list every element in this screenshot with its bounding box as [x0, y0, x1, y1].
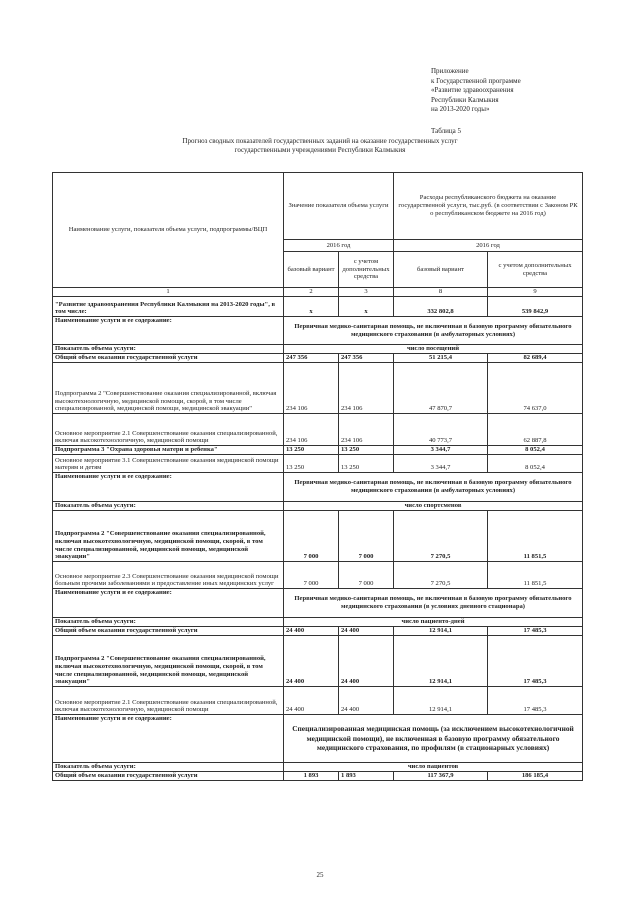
- row-value: 7 270,5: [394, 562, 488, 589]
- row-name: Подпрограмма 3 "Охрана здоровья матери и ребенка": [53, 446, 284, 455]
- appendix-line: «Развитие здравоохранения: [431, 86, 514, 95]
- indicator-label: Показатель объема услуги:: [53, 618, 284, 627]
- table-row: [53, 772, 583, 781]
- row-value: 234 106: [339, 363, 394, 414]
- row-value: 7 000: [284, 511, 339, 562]
- indicator-row: [53, 763, 583, 772]
- row-value: 12 914,1: [394, 627, 488, 636]
- row-value: 24 400: [339, 687, 394, 715]
- row-name: Основное мероприятие 2.1 Совершенствование оказания специализированной, включая высокотехнологичную, медицинской помощи: [53, 414, 284, 446]
- row-value: 3 344,7: [394, 446, 488, 455]
- row-name: Общий объем оказания государственной услуги: [53, 354, 284, 363]
- row-value: 247 356: [339, 354, 394, 363]
- column-number: 1: [53, 288, 284, 297]
- row-value: 11 851,5: [488, 511, 583, 562]
- row-value: 17 485,3: [488, 636, 583, 687]
- row-value: 332 802,8: [394, 297, 488, 317]
- title-line: государственными учреждениями Республики Калмыкия: [234, 146, 406, 154]
- table-number: Таблица 5: [431, 127, 461, 135]
- page-number: 25: [316, 871, 324, 879]
- column-number: 8: [394, 288, 488, 297]
- row-value: 186 185,4: [488, 772, 583, 781]
- row-value: 17 485,3: [488, 687, 583, 715]
- table-row: [53, 627, 583, 636]
- table-row: [53, 297, 583, 317]
- row-value: 7 270,5: [394, 511, 488, 562]
- service-label: Наименование услуги и ее содержание:: [53, 715, 284, 763]
- row-value: 47 870,7: [394, 363, 488, 414]
- indicator-value: число пациентов: [284, 763, 583, 772]
- row-name: Подпрограмма 2 "Совершенствование оказания специализированной, включая высокотехнологичную, медицинской помощи, скорой, в том числе специализированной, медицинской помощи, медицинской эвакуации": [53, 636, 284, 687]
- row-value: 24 400: [339, 627, 394, 636]
- service-description: Первичная медико-санитарная помощь, не включенная в базовую программу обязательного медицинского страхования (в условиях дневного стационара): [284, 589, 583, 618]
- table-row: [53, 511, 583, 562]
- service-name-row: [53, 317, 583, 345]
- row-value: 1 893: [284, 772, 339, 781]
- header-name: Наименование услуги, показателя объема услуги, подпрограммы/ВЦП: [53, 173, 284, 288]
- row-value: 7 000: [339, 562, 394, 589]
- row-value: 40 773,7: [394, 414, 488, 446]
- row-name: Основное мероприятие 2.3 Совершенствование оказания медицинской помощи больным прочими заболеваниями и предоставление иных медицинских услуг: [53, 562, 284, 589]
- appendix-line: Республики Калмыкия: [431, 95, 499, 104]
- header-row: [53, 173, 583, 240]
- row-value: 13 250: [284, 455, 339, 473]
- header-extra: с учетом дополнительных средства: [488, 252, 583, 288]
- row-name: Подпрограмма 2 "Совершенствование оказания специализированной, включая высокотехнологичную, медицинской помощи, скорой, в том числе специализированной, медицинской помощи, медицинской эвакуации": [53, 363, 284, 414]
- header-year: 2016 год: [284, 240, 394, 252]
- row-value: 13 250: [339, 446, 394, 455]
- row-value: 539 842,9: [488, 297, 583, 317]
- row-value: 7 000: [339, 511, 394, 562]
- column-number: 3: [339, 288, 394, 297]
- row-value: х: [339, 297, 394, 317]
- row-value: 234 106: [284, 363, 339, 414]
- service-label: Наименование услуги и ее содержание:: [53, 317, 284, 345]
- appendix-line: на 2013-2020 годы»: [431, 105, 490, 114]
- row-value: 24 400: [339, 636, 394, 687]
- document-title: [80, 137, 560, 155]
- header-year: 2016 год: [394, 240, 583, 252]
- header-base: базовый вариант: [284, 252, 339, 288]
- table-row: [53, 354, 583, 363]
- indicator-row: [53, 618, 583, 627]
- header-volume: Значение показателя объема услуги: [284, 173, 394, 240]
- row-value: 12 914,1: [394, 687, 488, 715]
- indicator-value: число спортсменов: [284, 502, 583, 511]
- row-value: 1 893: [339, 772, 394, 781]
- row-value: 24 400: [284, 687, 339, 715]
- row-value: 247 356: [284, 354, 339, 363]
- appendix-line: Приложение: [431, 67, 469, 75]
- indicator-value: число посещений: [284, 345, 583, 354]
- row-value: 3 344,7: [394, 455, 488, 473]
- header-extra: с учетом дополнительных средства: [339, 252, 394, 288]
- service-label: Наименование услуги и ее содержание:: [53, 473, 284, 502]
- table-row: [53, 636, 583, 687]
- indicator-label: Показатель объема услуги:: [53, 345, 284, 354]
- indicator-label: Показатель объема услуги:: [53, 502, 284, 511]
- row-value: 24 400: [284, 636, 339, 687]
- row-name: Общий объем оказания государственной услуги: [53, 772, 284, 781]
- row-value: 7 000: [284, 562, 339, 589]
- forecast-table: [52, 172, 583, 781]
- service-description: Специализированная медицинская помощь (за исключением высокотехнологичной медицинской помощи), не включенная в базовую программу обязательного медицинского страхования, по профилям (в стационарных условиях): [284, 715, 583, 763]
- table-row: [53, 455, 583, 473]
- table-row: [53, 414, 583, 446]
- row-value: 117 367,9: [394, 772, 488, 781]
- table-row: [53, 363, 583, 414]
- row-value: 12 914,1: [394, 636, 488, 687]
- service-description: Первичная медико-санитарная помощь, не включенная в базовую программу обязательного медицинского страхования (в амбулаторных условиях): [284, 317, 583, 345]
- service-name-row: [53, 589, 583, 618]
- indicator-label: Показатель объема услуги:: [53, 763, 284, 772]
- table-row: [53, 562, 583, 589]
- row-value: 24 400: [284, 627, 339, 636]
- column-number: 2: [284, 288, 339, 297]
- row-name: "Развитие здравоохранения Республики Калмыкия на 2013-2020 годы", в том числе:: [53, 297, 284, 317]
- appendix-block: [431, 67, 521, 115]
- row-value: 13 250: [284, 446, 339, 455]
- row-value: 13 250: [339, 455, 394, 473]
- row-name: Подпрограмма 2 "Совершенствование оказания специализированной, включая высокотехнологичную, медицинской помощи, скорой, в том числе специализированной, медицинской помощи, медицинской эвакуации": [53, 511, 284, 562]
- row-name: Общий объем оказания государственной услуги: [53, 627, 284, 636]
- service-name-row: [53, 715, 583, 763]
- row-value: 234 106: [284, 414, 339, 446]
- header-base: базовый вариант: [394, 252, 488, 288]
- appendix-line: к Государственной программе: [431, 76, 521, 85]
- row-value: 11 851,5: [488, 562, 583, 589]
- service-label: Наименование услуги и ее содержание:: [53, 589, 284, 618]
- table-row: [53, 446, 583, 455]
- row-value: 82 689,4: [488, 354, 583, 363]
- row-value: 62 887,8: [488, 414, 583, 446]
- row-value: 74 637,0: [488, 363, 583, 414]
- service-name-row: [53, 473, 583, 502]
- row-value: 234 106: [339, 414, 394, 446]
- indicator-row: [53, 345, 583, 354]
- row-value: 8 052,4: [488, 446, 583, 455]
- service-description: Первичная медико-санитарная помощь, не включенная в базовую программу обязательного медицинского страхования (в амбулаторных условиях): [284, 473, 583, 502]
- row-name: Основное мероприятие 2.1 Совершенствование оказания специализированной, включая высокотехнологичную, медицинской помощи: [53, 687, 284, 715]
- indicator-value: число пациенто-дней: [284, 618, 583, 627]
- title-line: Прогноз сводных показателей государственных заданий на оказание государственных услуг: [182, 137, 458, 145]
- row-value: х: [284, 297, 339, 317]
- column-number: 9: [488, 288, 583, 297]
- row-name: Основное мероприятие 3.1 Совершенствование оказания медицинской помощи матерям и детям: [53, 455, 284, 473]
- row-value: 17 485,3: [488, 627, 583, 636]
- row-value: 51 215,4: [394, 354, 488, 363]
- table-row: [53, 687, 583, 715]
- header-expense: Расходы республиканского бюджета на оказание государственной услуги, тыс.руб. (в соответствии с Законом РК о республиканском бюджете на 2016 год): [394, 173, 583, 240]
- row-value: 8 052,4: [488, 455, 583, 473]
- indicator-row: [53, 502, 583, 511]
- column-number-row: [53, 288, 583, 297]
